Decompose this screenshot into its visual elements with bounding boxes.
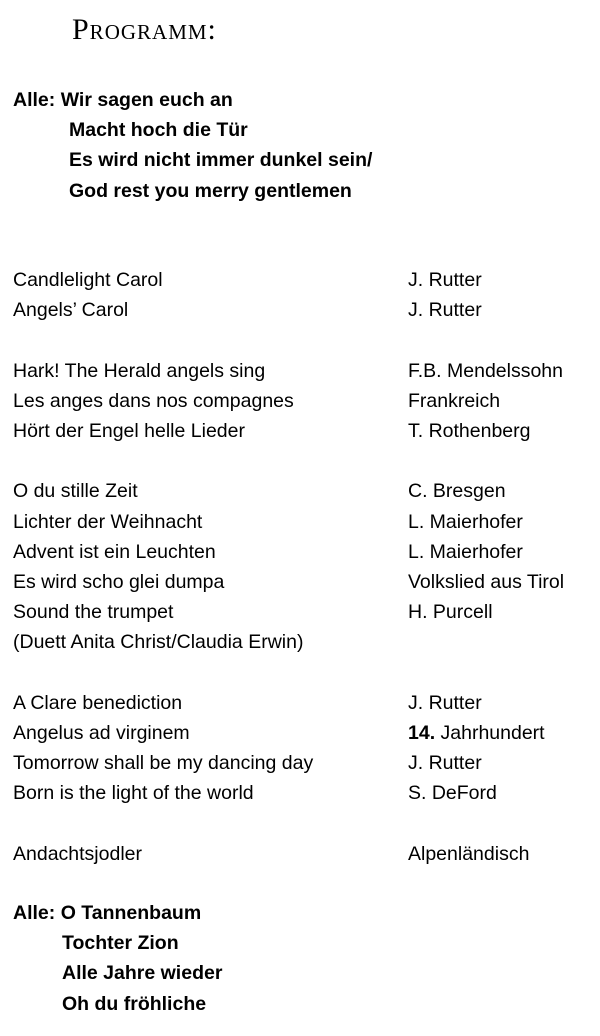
spacer: [13, 657, 598, 687]
program-item: [13, 265, 598, 295]
opening-line-4: God rest you merry gentlemen: [69, 179, 352, 202]
composer: [408, 627, 598, 657]
program-item: [13, 537, 598, 567]
spacer: [13, 446, 598, 476]
song-title: Born is the light of the world: [13, 782, 254, 805]
program-item: [13, 416, 598, 446]
program-item-note: [13, 627, 598, 657]
song-title: Advent ist ein Leuchten: [13, 540, 216, 563]
song-title: Es wird scho glei dumpa: [13, 570, 225, 593]
song-title: Angels’ Carol: [13, 299, 129, 322]
composer: Frankreich: [408, 389, 501, 412]
opening-section: [13, 85, 372, 206]
program-item: [13, 567, 598, 597]
program-item: [13, 507, 598, 537]
song-title: Sound the trumpet: [13, 601, 174, 624]
composer: J. Rutter: [408, 691, 482, 714]
program-item: [13, 688, 598, 718]
program-item: [13, 748, 598, 778]
song-title: Hark! The Herald angels sing: [13, 359, 266, 382]
program-item: [13, 778, 598, 808]
composer: T. Rothenberg: [408, 419, 531, 442]
closing-prefix: Alle:: [13, 902, 61, 924]
performer-note: (Duett Anita Christ/Claudia Erwin): [13, 631, 304, 654]
opening-song: Wir sagen euch an: [60, 89, 233, 111]
composer: [408, 718, 598, 748]
song-title: A Clare benediction: [13, 691, 183, 714]
song-title: Lichter der Weihnacht: [13, 510, 203, 533]
composer: Volkslied aus Tirol: [408, 570, 565, 593]
composer: Alpenländisch: [408, 842, 530, 865]
composer: S. DeFord: [408, 782, 497, 805]
century-label: Jahrhundert: [435, 721, 545, 744]
closing-line-1: [13, 898, 222, 928]
closing-song: O Tannenbaum: [60, 902, 202, 924]
closing-section: [13, 898, 222, 1019]
composer: J. Rutter: [408, 299, 482, 322]
program-item: [13, 356, 598, 386]
opening-line-2: Macht hoch die Tür: [69, 119, 248, 142]
song-title: Angelus ad virginem: [13, 721, 190, 744]
program-list: [13, 265, 598, 869]
composer: C. Bresgen: [408, 480, 506, 503]
program-item: [13, 839, 598, 869]
song-title: Candlelight Carol: [13, 269, 163, 291]
closing-line-4: Oh du fröhliche: [62, 992, 207, 1015]
closing-line-2: Tochter Zion: [62, 932, 179, 955]
program-item: [13, 476, 598, 506]
composer: J. Rutter: [408, 269, 482, 291]
song-title: Les anges dans nos compagnes: [13, 389, 294, 412]
song-title: Andachtsjodler: [13, 842, 142, 865]
composer: F.B. Mendelssohn: [408, 359, 564, 382]
composer: L. Maierhofer: [408, 540, 523, 563]
opening-line-1: [13, 85, 372, 115]
program-item: [13, 718, 598, 748]
song-title: Hört der Engel helle Lieder: [13, 419, 245, 442]
page-title: Programm:: [72, 13, 217, 46]
song-title: Tomorrow shall be my dancing day: [13, 752, 314, 774]
program-item: [13, 597, 598, 627]
opening-prefix: Alle:: [13, 89, 61, 111]
song-title: O du stille Zeit: [13, 480, 138, 503]
spacer: [13, 325, 598, 355]
composer: L. Maierhofer: [408, 510, 523, 533]
opening-line-3: Es wird nicht immer dunkel sein/: [69, 149, 373, 172]
program-item: [13, 386, 598, 416]
closing-line-3: Alle Jahre wieder: [62, 962, 223, 985]
century-number: 14.: [408, 721, 436, 744]
spacer: [13, 808, 598, 838]
program-item: [13, 295, 598, 325]
composer: H. Purcell: [408, 601, 493, 624]
composer: J. Rutter: [408, 752, 482, 774]
